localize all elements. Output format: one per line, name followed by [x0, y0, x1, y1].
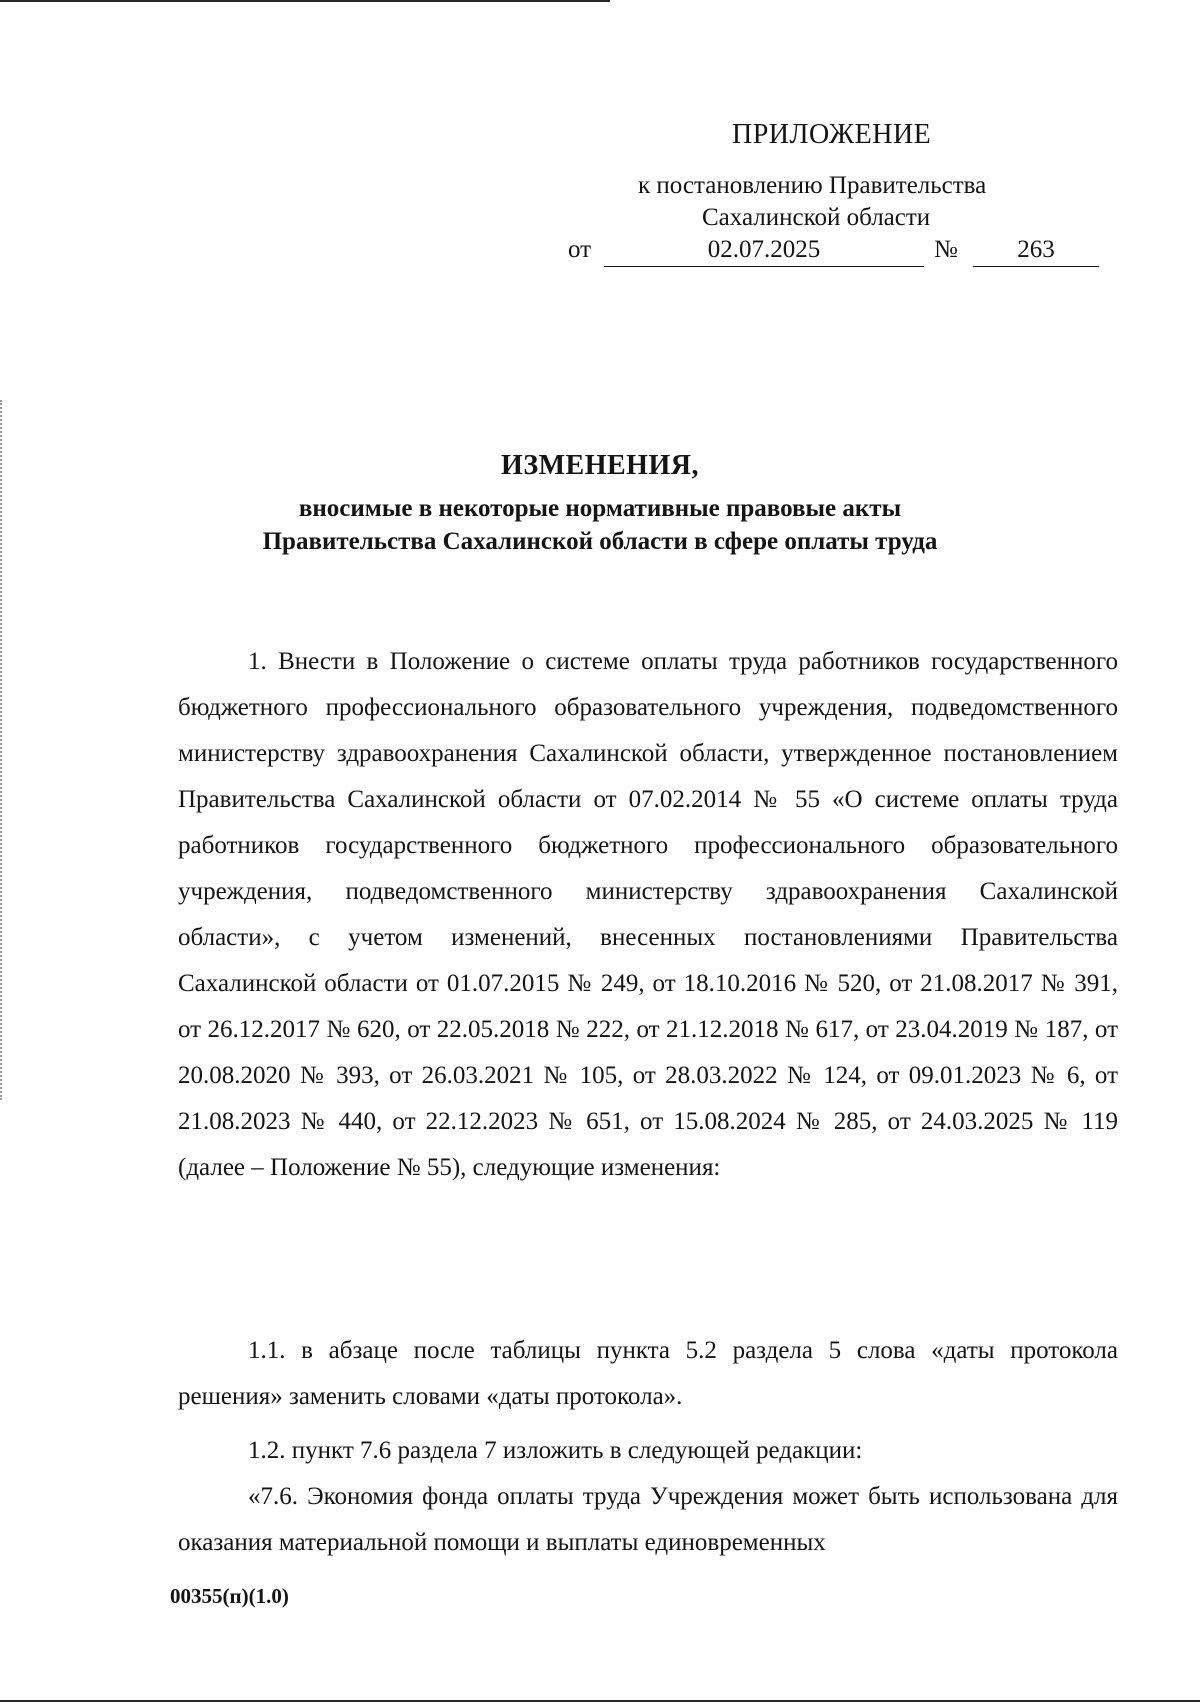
- footer-code: 00355(п)(1.0): [170, 1584, 289, 1608]
- date-field: 02.07.2025: [604, 236, 924, 267]
- document-title: ИЗМЕНЕНИЯ,: [501, 450, 699, 481]
- paragraph-3: [178, 1428, 1118, 1474]
- paragraph-2-text: 1.1. в абзаце после таблицы пункта 5.2 раздела 5 слова «даты протокола решения» заменить словами «даты протокола».: [178, 1337, 1118, 1410]
- paragraph-1: [178, 639, 1118, 1191]
- paragraph-4-text: «7.6. Экономия фонда оплаты труда Учреждения может быть использована для оказания материальной помощи и выплаты единовременных: [178, 1483, 1118, 1556]
- paragraph-3-text: 1.2. пункт 7.6 раздела 7 изложить в следующей редакции:: [248, 1437, 863, 1464]
- paragraph-4: [178, 1474, 1118, 1566]
- paragraph-1-text: 1. Внести в Положение о системе оплаты труда работников государственного бюджетного профессионального образовательного учреждения, подведомственного министерству здравоохранения Сахалинской области, утвержденное постановлением Правительства Сахалинской области от 07.02.2014 № 55 «О системе оплаты труда работников государственного бюджетного профессионального образовательного учреждения, подведомственного министерству здравоохранения Сахалинской области», с учетом изменений, внесенных постановлениями Правительства Сахалинской области от 01.07.2015 № 249, от 18.10.2016 № 520, от 21.08.2017 № 391, от 26.12.2017 № 620, от 22.05.2018 № 222, от 21.12.2018 № 617, от 23.04.2019 № 187, от 20.08.2020 № 393, от 26.03.2021 № 105, от 28.03.2022 № 124, от 09.01.2023 № 6, от 21.08.2023 № 440, от 22.12.2023 № 651, от 15.08.2024 № 285, от 24.03.2025 № 119 (далее – Положение № 55), следующие изменения:: [178, 648, 1118, 1181]
- from-label: от: [568, 236, 592, 263]
- number-field: 263: [973, 236, 1099, 267]
- document-subtitle-2: Правительства Сахалинской области в сфере оплаты труда: [262, 528, 938, 555]
- scan-artifact-bottom: [0, 1700, 1200, 1702]
- document-subtitle-1: вносимые в некоторые нормативные правовые акты: [298, 495, 902, 522]
- scan-artifact-top: [0, 0, 610, 2]
- date-number-row: [568, 236, 1128, 270]
- number-label: №: [934, 236, 958, 263]
- appendix-line-1: к постановлению Правительства: [638, 172, 987, 199]
- paragraph-2: [178, 1328, 1118, 1420]
- appendix-line-2: Сахалинской области: [702, 204, 931, 231]
- appendix-title: ПРИЛОЖЕНИЕ: [732, 119, 932, 150]
